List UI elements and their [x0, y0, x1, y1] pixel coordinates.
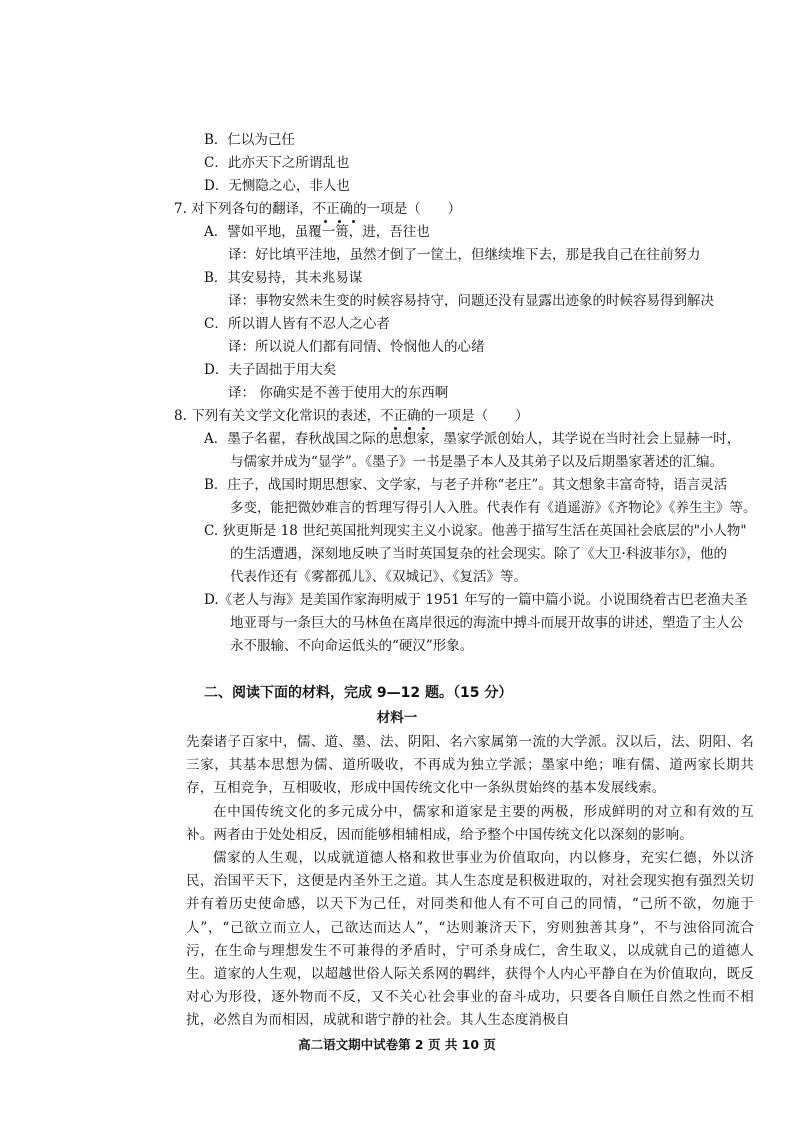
q8-option-d-line1: D.《老人与海》是美国作家海明威于 1951 年写的一篇中篇小说。小说围绕着古巴老渔夫圣: [204, 592, 748, 608]
material-title: 材料一: [376, 710, 418, 726]
material-paragraph-1: 先秦诸子百家中，儒、道、墨、法、阴阳、名六家属第一流的大学派。汉以后，法、阴阳、名三家，其基本思想为儒、道所吸收，不再成为独立学派；墨家中绝；唯有儒、道两家长期共存，互相竞争，互相吸收，形成中国传统文化中一条纵贯始终的基本发展线索。: [186, 734, 754, 797]
q8-option-c-line2: 的生活遭遇，深刻地反映了当时英国复杂的社会现实。除了《大卫·科波菲尔》，他的: [230, 546, 728, 562]
material-body: [186, 731, 754, 1033]
material-paragraph-2: 在中国传统文化的多元成分中，儒家和道家是主要的两极，形成鲜明的对立和有效的互补。两者由于处处相反，因而能够相辅相成，给予整个中国传统文化以深刻的影响。: [186, 803, 754, 843]
q6-option-b: B．仁以为己任: [204, 132, 295, 148]
q8-option-c-line3: 代表作还有《雾都孤儿》、《双城记》、《复活》等。: [230, 569, 527, 585]
q8-option-c-line1: C. 狄更斯是 18 世纪英国批判现实主义小说家。他善于描写生活在英国社会底层的"小人物": [204, 523, 747, 539]
section-heading: 二、阅读下面的材料，完成 9—12 题。（15 分）: [204, 685, 513, 701]
q7-option-c-translation: 译：所以说人们都有同情、怜悯他人的心绪: [228, 339, 485, 355]
q7-option-b: B．其安易持，其未兆易谋: [204, 270, 363, 286]
q7-stem: 7. 对下列各句的翻译，不正确的一项是（ ）: [174, 201, 462, 217]
q8-option-d-line2: 地亚哥与一条巨大的马林鱼在离岸很远的海流中搏斗而展开故事的讲述，塑造了主人公: [230, 615, 743, 631]
q8-option-a-line1: A．墨子名翟，春秋战国之际的思想家，墨家学派创始人，其学说在当时社会上显赫一时，: [204, 431, 741, 447]
q6-option-d: D．无恻隐之心，非人也: [204, 178, 350, 194]
material-paragraph-3: 儒家的人生观，以成就道德人格和救世事业为价值取向，内以修身，充实仁德，外以济民，治国平天下，这便是内圣外王之道。其人生态度是积极进取的，对社会现实抱有强烈关切并有着历史使命感，以天下为己任，对同类和他人有不可自己的同情，“己所不欲，勿施于人”，“己欲立而立人，己欲达而达人”，“达则兼济天下，穷则独善其身”，不与浊俗同流合污，在生命与理想发生不可兼得的矛盾时，宁可杀身成仁，舍生取义，以成就自己的道德人生。道家的人生观，以超越世俗人际关系网的羁绊，获得个人内心平静自在为价值取向，既反对心为形役，逐外物而不反，又不关心社会事业的奋斗成功，只要各自顺任自然之性而不相扰，必然自为而相因，成就和谐宁静的社会。其人生态度消极自: [186, 850, 754, 1029]
q8-stem: 8. 下列有关文学文化常识的表述，不正确的一项是（ ）: [174, 408, 529, 424]
q8-option-a-line2: 与儒家并成为“显学”。《墨子》一书是墨子本人及其弟子以及后期墨家著述的汇编。: [230, 454, 724, 470]
q7-option-a-translation: 译：好比填平洼地，虽然才倒了一筐土，但继续堆下去，那是我自己在往前努力: [228, 247, 701, 263]
q8-option-b-line1: B．庄子，战国时期思想家、文学家，与老子并称“老庄”。其文想象丰富奇特，语言灵活: [204, 477, 728, 493]
q7-option-a: A．譬如平地，虽覆一篑，进，吾往也: [204, 224, 430, 240]
q6-option-c: C．此亦天下之所谓乱也: [204, 155, 350, 171]
q8-option-b-line2: 多变，能把微妙难言的哲理写得引人入胜。代表作有《逍遥游》《齐物论》《养生主》等。: [230, 500, 757, 516]
q7-option-d: D．夫子固拙于用大矣: [204, 362, 337, 378]
q7-option-c: C．所以谓人皆有不忍人之心者: [204, 316, 390, 332]
q7-option-b-translation: 译：事物安然未生变的时候容易持守，问题还没有显露出迹象的时候容易得到解决: [228, 293, 714, 309]
q7-option-d-translation: 译： 你确实是不善于使用大的东西啊: [228, 385, 449, 401]
page-footer: 高二语文期中试卷第 2 页 共 10 页: [298, 1037, 496, 1052]
q8-option-d-line3: 永不服输、不向命运低头的“硬汉”形象。: [230, 638, 474, 654]
